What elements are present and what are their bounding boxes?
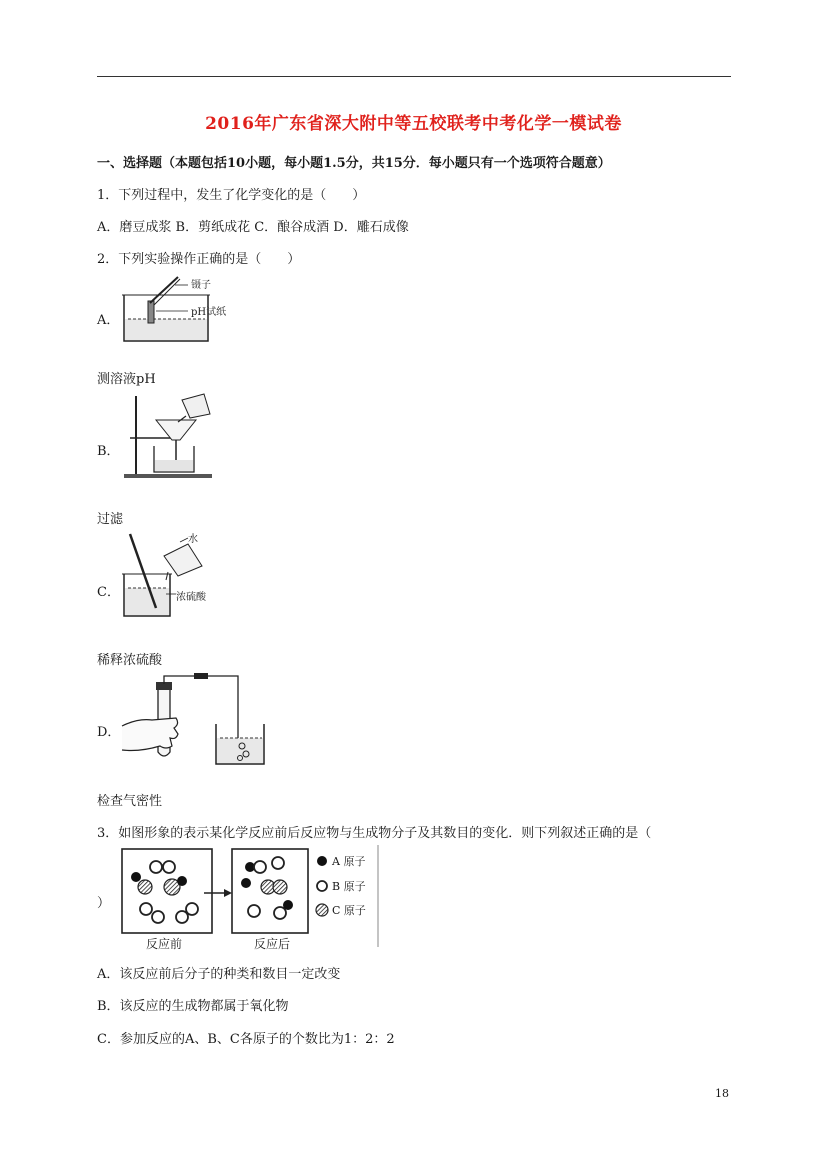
option-d-caption: 检查气密性 xyxy=(97,794,163,809)
question-3-option-c: C．参加反应的A、B、C各原子的个数比为1：2：2 xyxy=(97,1032,395,1047)
tweezers-label: 镊子 xyxy=(191,280,211,291)
ph-paper-label: pH试纸 xyxy=(191,307,227,318)
question-2-stem: 2．下列实验操作正确的是（ ） xyxy=(97,252,301,267)
option-a-letter: A． xyxy=(97,313,120,328)
option-b-caption: 过滤 xyxy=(97,512,124,527)
question-1-options: A．磨豆成浆 B．剪纸成花 C．酿谷成酒 D．雕石成像 xyxy=(97,220,409,235)
header-rule xyxy=(97,76,731,77)
label-after: 反应后 xyxy=(254,937,291,951)
reaction-diagram xyxy=(120,845,382,951)
option-b-letter: B． xyxy=(97,444,120,459)
acid-label: 浓硫酸 xyxy=(176,592,206,603)
legend-c-atom: C 原子 xyxy=(332,904,366,917)
question-3-stem-close: ） xyxy=(97,896,111,911)
question-3-stem: 3．如图形象的表示某化学反应前后反应物与生成物分子及其数目的变化．则下列叙述正确的是（ xyxy=(97,826,652,841)
filtration-figure xyxy=(120,390,215,482)
page-number: 18 xyxy=(715,1087,729,1100)
legend-b-atom: B 原子 xyxy=(332,880,366,893)
option-c-letter: C． xyxy=(97,585,120,600)
option-d-letter: D． xyxy=(97,725,121,740)
option-c-caption: 稀释浓硫酸 xyxy=(97,653,163,668)
question-1-stem: 1．下列过程中，发生了化学变化的是（ ） xyxy=(97,188,366,203)
legend-a-atom: A 原子 xyxy=(332,855,366,868)
page-title: 2016年广东省深大附中等五校联考中考化学一模试卷 xyxy=(205,114,622,134)
question-3-option-b: B．该反应的生成物都属于氧化物 xyxy=(97,999,289,1014)
airtightness-figure xyxy=(120,672,270,770)
dilution-figure xyxy=(120,532,235,620)
label-before: 反应前 xyxy=(146,937,183,951)
ph-test-figure xyxy=(120,275,230,345)
water-label: 水 xyxy=(188,534,198,545)
option-a-caption: 测溶液pH xyxy=(97,372,156,387)
section-heading: 一、选择题（本题包括10小题，每小题1.5分，共15分．每小题只有一个选项符合题意） xyxy=(97,156,611,171)
question-3-option-a: A．该反应前后分子的种类和数目一定改变 xyxy=(97,967,341,982)
